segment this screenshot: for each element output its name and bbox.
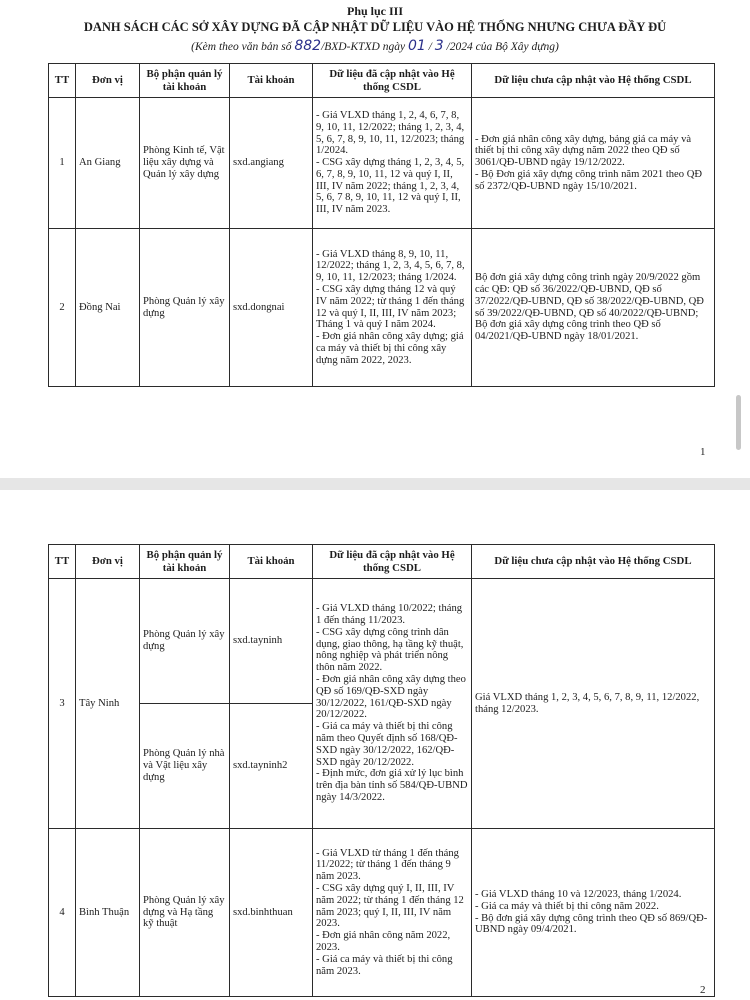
document-subtitle [0,38,750,54]
subtitle-middle: /BXD-KTXD ngày [321,41,406,53]
table-row [49,829,715,997]
cell-account: sxd.binhthuan [230,829,313,997]
cell-tt: 4 [49,829,76,997]
cell-account: sxd.angiang [230,98,313,229]
document-page-2 [0,490,750,1000]
cell-updated: - Giá VLXD từ tháng 1 đến tháng 11/2022; từ tháng 1 đến tháng 9 năm 2023. - CSG xây dựng quý I, II, III, IV năm 2022; từ tháng 1 đến tháng 12 năm 2023; quý I, II, III, IV năm 2023. - Đơn giá nhân công năm 2022, 2023. - Giá ca máy và thiết bị thi công năm 2023. [313,829,472,997]
cell-updated: - Giá VLXD tháng 8, 9, 10, 11, 12/2022; tháng 1, 2, 3, 4, 5, 6, 7, 8, 9, 10, 11, 12/2023; tháng 1/2024. - CSG xây dựng tháng 12 và quý IV năm 2022; từ tháng 1 đến tháng 12 và quý I, II, III, IV năm 2023; Tháng 1 và quý I năm 2024. - Đơn giá nhân công xây dựng; giá ca máy và thiết bị thi công xây dựng năm 2022, 2023. [313,229,472,387]
page-number: 2 [700,984,706,996]
col-header-not-updated: Dữ liệu chưa cập nhật vào Hệ thống CSDL [472,545,715,579]
page-separator [0,478,750,490]
table-row [49,579,715,704]
cell-account: sxd.tayninh2 [230,704,313,829]
col-header-updated: Dữ liệu đã cập nhật vào Hệ thống CSDL [313,64,472,98]
table-row [49,98,715,229]
table-header-row [49,545,715,579]
cell-dept: Phòng Quản lý nhà và Vật liệu xây dựng [140,704,230,829]
handwritten-day: 01 [407,38,426,54]
cell-unit: Bình Thuận [76,829,140,997]
col-header-account: Tài khoản [230,64,313,98]
cell-not-updated: Bộ đơn giá xây dựng công trình ngày 20/9/2022 gồm các QĐ: QĐ số 36/2022/QĐ-UBND, QĐ số 37/2022/QĐ-UBND, QĐ số 38/2022/QĐ-UBND, QĐ số 39/2022/QĐ-UBND, QĐ số 40/2022/QĐ-UBND; Bộ đơn giá xây dựng công trình theo QĐ số 04/2021/QĐ-UBND ngày 18/01/2021. [472,229,715,387]
cell-dept: Phòng Quản lý xây dựng [140,229,230,387]
cell-tt: 2 [49,229,76,387]
cell-dept: Phòng Quản lý xây dựng và Hạ tầng kỹ thuật [140,829,230,997]
col-header-not-updated: Dữ liệu chưa cập nhật vào Hệ thống CSDL [472,64,715,98]
col-header-tt: TT [49,64,76,98]
cell-account: sxd.tayninh [230,579,313,704]
cell-dept: Phòng Quản lý xây dựng [140,579,230,704]
col-header-dept: Bộ phận quản lý tài khoản [140,545,230,579]
handwritten-month: 3 [434,38,444,54]
cell-account: sxd.dongnai [230,229,313,387]
data-table-page-2 [48,544,715,997]
cell-tt: 1 [49,98,76,229]
cell-tt: 3 [49,579,76,829]
col-header-tt: TT [49,545,76,579]
cell-not-updated: Giá VLXD tháng 1, 2, 3, 4, 5, 6, 7, 8, 9, 11, 12/2022, tháng 12/2023. [472,579,715,829]
cell-not-updated: - Giá VLXD tháng 10 và 12/2023, tháng 1/2024. - Giá ca máy và thiết bị thi công năm 2022. - Bộ đơn giá xây dựng công trình theo QĐ số 869/QĐ-UBND ngày 09/4/2021. [472,829,715,997]
handwritten-doc-number: 882 [294,38,322,54]
col-header-account: Tài khoản [230,545,313,579]
cell-updated: - Giá VLXD tháng 10/2022; tháng 1 đến tháng 11/2023. - CSG xây dựng công trình dân dụng, giao thông, hạ tầng kỹ thuật, nông nghiệp và phát triển nông thôn năm 2022. - Đơn giá nhân công xây dựng theo QĐ số 169/QĐ-SXD ngày 30/12/2022, 161/QĐ-SXD ngày 20/12/2022. - Giá ca máy và thiết bị thi công năm theo Quyết định số 168/QĐ-SXD ngày 30/12/2022, 162/QĐ-SXD ngày 20/12/2022. - Định mức, đơn giá xử lý lục bình trên địa bàn tỉnh số 584/QĐ-UBND ngày 14/3/2022. [313,579,472,829]
document-title: DANH SÁCH CÁC SỞ XÂY DỰNG ĐÃ CẬP NHẬT DỮ LIỆU VÀO HỆ THỐNG NHƯNG CHƯA ĐẦY ĐỦ [83,20,667,34]
col-header-unit: Đơn vị [76,545,140,579]
appendix-label: Phụ lục III [346,4,404,18]
page-number: 1 [700,446,706,458]
col-header-unit: Đơn vị [76,64,140,98]
scrollbar-thumb[interactable] [736,395,741,450]
table-row [49,229,715,387]
cell-unit: Tây Ninh [76,579,140,829]
subtitle-suffix: /2024 của Bộ Xây dựng) [446,41,559,53]
col-header-dept: Bộ phận quản lý tài khoản [140,64,230,98]
date-separator: / [428,41,432,53]
data-table-page-1 [48,63,715,387]
document-page-1 [0,0,750,478]
col-header-updated: Dữ liệu đã cập nhật vào Hệ thống CSDL [313,545,472,579]
cell-not-updated: - Đơn giá nhân công xây dựng, bảng giá ca máy và thiết bị thi công xây dựng năm 2022 theo QĐ số 3061/QĐ-UBND ngày 19/12/2022. - Bộ Đơn giá xây dựng công trình năm 2021 theo QĐ số 2372/QĐ-UBND ngày 15/10/2021. [472,98,715,229]
table-header-row [49,64,715,98]
cell-unit: Đồng Nai [76,229,140,387]
cell-updated: - Giá VLXD tháng 1, 2, 4, 6, 7, 8, 9, 10, 11, 12/2022; tháng 1, 2, 3, 4, 5, 6, 7, 8, 9, 10, 11, 12/2023; tháng 1/2024. - CSG xây dựng tháng 1, 2, 3, 4, 5, 6, 7, 8, 9, 10, 11, 12 và quý I, II, III, IV năm 2022; tháng 1, 2, 3, 4, 5, 6, 7 8, 9, 10, 11, 12 và quý I, II, III, IV năm 2023. [313,98,472,229]
subtitle-prefix: (Kèm theo văn bản số [191,41,292,53]
cell-dept: Phòng Kinh tế, Vật liệu xây dựng và Quản lý xây dựng [140,98,230,229]
cell-unit: An Giang [76,98,140,229]
